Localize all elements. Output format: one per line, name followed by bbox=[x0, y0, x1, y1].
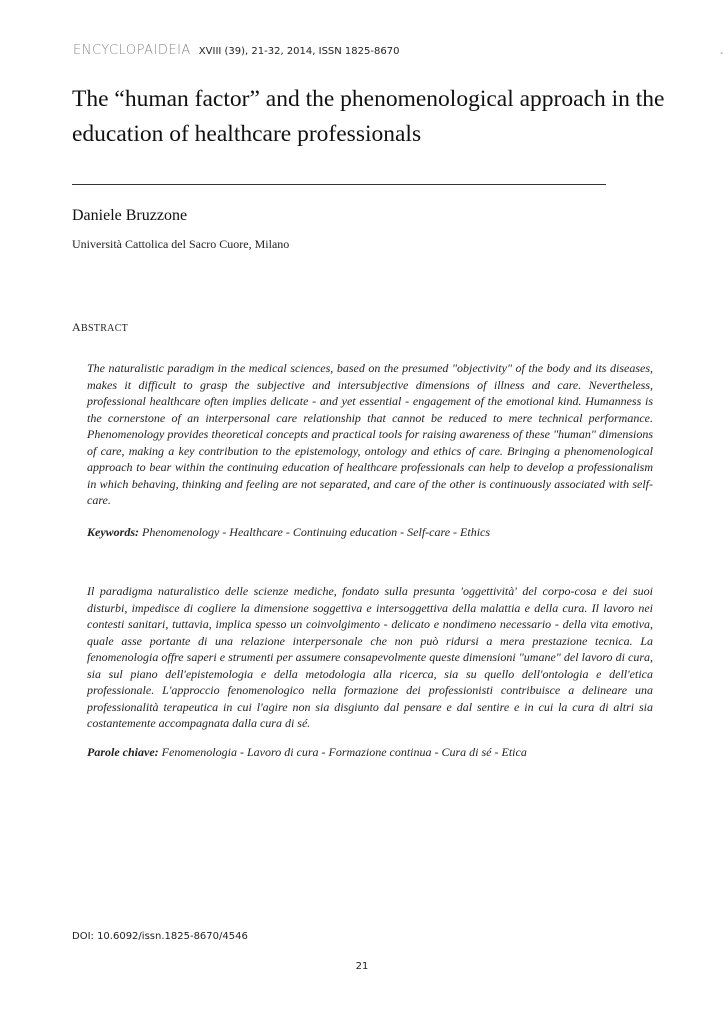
author-affiliation: Università Cattolica del Sacro Cuore, Milano bbox=[72, 237, 290, 251]
abstract-heading-initial: A bbox=[72, 320, 81, 334]
journal-logo: ENCYCLOPAIDEIA bbox=[73, 43, 191, 58]
author-name: Daniele Bruzzone bbox=[72, 207, 188, 224]
abstract-heading bbox=[72, 320, 128, 335]
page-number: 21 bbox=[355, 961, 369, 972]
abstract-heading-rest: BSTRACT bbox=[80, 323, 129, 334]
journal-header bbox=[73, 41, 399, 61]
keywords-italian bbox=[87, 745, 527, 760]
title-divider bbox=[72, 184, 606, 185]
parole-chiave-label: Parole chiave: bbox=[87, 745, 159, 759]
abstract-italian: Il paradigma naturalistico delle scienze mediche, fondato sulla presunta 'oggettività' del corpo-cosa e dei suoi disturbi, impedisce di cogliere la dimensione soggettiva e intersoggettiva della malattia e della cura. Il lavoro nei contesti sanitari, tuttavia, implica spesso un coinvolgimento - delicato e nondimeno necessario - della vita emotiva, quale asse portante di una relazione interpersonale che non può ridursi a mera prestazione tecnica. La fenomenologia offre saperi e strumenti per assumere consapevolmente queste dimensioni "umane" del lavoro di cura, sia sul piano dell'epistemologia e della metodologia alla ricerca, sia su quello dell'ontologia e dell'etica professionale. L'approccio fenomenologico nella formazione dei professionisti contribuisce a delineare una professionalità terapeutica in cui l'agire non sia disgiunto dal pensare e dal sentire e in cui la cura di altri sia costantemente accompagnata dalla cura di sé. bbox=[87, 584, 653, 730]
journal-meta: XVIII (39), 21-32, 2014, ISSN 1825-8670 bbox=[198, 46, 400, 57]
article-title: The “human factor” and the phenomenological approach in the education of healthcare professionals bbox=[72, 86, 665, 147]
corner-mark: ` bbox=[720, 52, 724, 63]
abstract-english: The naturalistic paradigm in the medical sciences, based on the presumed "objectivity" of the body and its diseases, makes it difficult to grasp the subjective and intersubjective dimensions of illness and care. Nevertheless, professional healthcare often implies delicate - and yet essential - engagement of the emotional kind. Humanness is the cornerstone of an interpersonal care relationship that cannot be reduced to mere technical performance. Phenomenology provides theoretical concepts and practical tools for raising awareness of these "human" dimensions of care, making a key contribution to the epistemology, ontology and ethics of care. Bringing a phenomenological approach to bear within the continuing education of healthcare professionals can help to develop a professionalism in which behaving, thinking and feeling are not separated, and care of the other is continuously associated with self-care. bbox=[87, 361, 653, 507]
keywords-list: Phenomenology - Healthcare - Continuing education - Self-care - Ethics bbox=[142, 525, 491, 539]
parole-chiave-list: Fenomenologia - Lavoro di cura - Formazione continua - Cura di sé - Etica bbox=[161, 745, 527, 759]
keywords-english bbox=[87, 525, 490, 540]
doi-link[interactable]: DOI: 10.6092/issn.1825-8670/4546 bbox=[72, 931, 248, 942]
keywords-label: Keywords: bbox=[87, 525, 139, 539]
